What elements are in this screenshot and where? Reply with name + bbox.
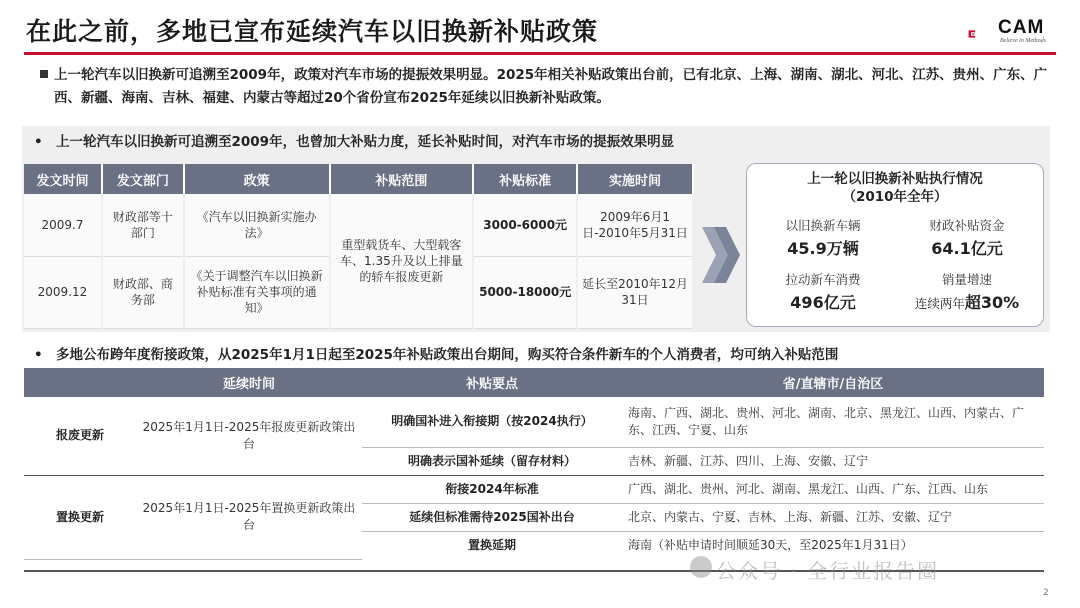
cell-date: 2009.7 <box>24 194 102 256</box>
cell-point: 延续但标准需待2025国补出台 <box>362 503 622 531</box>
cell-category: 置换更新 <box>24 475 136 559</box>
logo-tagline: Believe in Methods <box>1000 38 1046 44</box>
cell-regions: 吉林、新疆、江苏、四川、上海、安徽、辽宁 <box>622 447 1044 475</box>
cell-point: 明确国补进入衔接期（按2024执行） <box>362 397 622 447</box>
regional-policy-table <box>24 368 1044 560</box>
table-header-row <box>24 164 693 194</box>
cell-standard: 3000-6000元 <box>473 194 577 256</box>
watermark: 公众号 · 全行业报告圈 <box>716 559 940 583</box>
table-row <box>24 194 693 256</box>
stat-value: 45.9万辆 <box>787 239 859 258</box>
summary-box <box>746 163 1044 327</box>
col-header-scope: 补贴范围 <box>330 164 474 194</box>
cell-regions: 海南（补贴申请时间顺延30天，至2025年1月31日） <box>628 537 913 552</box>
page-number: 2 <box>1043 588 1049 598</box>
col-header-regions: 省/直辖市/自治区 <box>622 368 1044 397</box>
intro-text: 上一轮汽车以旧换新可追溯至2009年，政策对汽车市场的提振效果明显。2025年相关补贴政策出台前，已有北京、上海、湖南、湖北、河北、江苏、贵州、广东、广西、新疆、海南、吉林、福建、内蒙古等超过20个省份宣布2025年延续以旧换新补贴政策。 <box>54 67 1048 106</box>
cell-policy: 《关于调整汽车以旧换新补贴标准有关事项的通知》 <box>184 256 330 328</box>
col-header-period: 延续时间 <box>136 368 362 397</box>
col-header-period: 实施时间 <box>577 164 693 194</box>
title-rule <box>24 52 1056 55</box>
cell-point: 明确表示国补延续（留存材料） <box>362 447 622 475</box>
cell-scope: 重型载货车、大型载客车、1.35升及以上排量的轿车报废更新 <box>330 194 474 328</box>
cell-point: 置换延期 <box>467 537 516 552</box>
cell-point: 衔接2024年标准 <box>362 475 622 503</box>
stat-value-prefix: 连续两年 <box>914 296 965 311</box>
col-header-category <box>24 368 136 397</box>
cell-regions: 广西、湖北、贵州、河北、湖南、黑龙江、山西、广东、江西、山东 <box>622 475 1044 503</box>
col-header-policy: 政策 <box>184 164 330 194</box>
stat-label: 财政补贴资金 <box>929 218 1005 233</box>
col-header-point: 补贴要点 <box>362 368 622 397</box>
table-row <box>24 475 1044 503</box>
bullet-icon: • <box>34 347 43 363</box>
page-title: 在此之前，多地已宣布延续汽车以旧换新补贴政策 <box>26 17 599 46</box>
history-policy-table <box>24 164 694 329</box>
cell-period: 2025年1月1日-2025年报废更新政策出台 <box>136 397 362 475</box>
intro-paragraph <box>40 64 1064 110</box>
col-header-standard: 补贴标准 <box>473 164 577 194</box>
col-header-date: 发文时间 <box>24 164 102 194</box>
double-chevron-right-icon <box>700 225 742 285</box>
stat-value: 连续两年超30% <box>914 293 1020 312</box>
section1-heading: • 上一轮汽车以旧换新可追溯至2009年，也曾加大补贴力度，延长补贴时间，对汽车市场的提振效果明显 <box>34 134 675 150</box>
stat-label: 销量增速 <box>941 272 992 287</box>
stat-value: 496亿元 <box>790 293 856 312</box>
cell-category: 报废更新 <box>24 397 136 475</box>
wechat-icon <box>690 556 712 578</box>
bullet-icon: • <box>34 134 43 150</box>
cell-regions: 海南、广西、湖北、贵州、河北、湖南、北京、黑龙江、山西、内蒙古、广东、江西、宁夏、山东 <box>622 397 1044 447</box>
table-row <box>24 397 1044 447</box>
section2-heading: • 多地公布跨年度衔接政策，从2025年1月1日起至2025年补贴政策出台期间，购买符合条件新车的个人消费者，均可纳入补贴范围 <box>34 347 839 363</box>
cell-period: 延长至2010年12月31日 <box>577 256 693 328</box>
square-bullet-icon <box>40 70 48 78</box>
stat-label: 拉动新车消费 <box>785 272 861 287</box>
logo-text: CAM <box>998 17 1045 38</box>
cam-logo-icon <box>968 20 996 48</box>
cell-period: 2009年6月1日-2010年5月31日 <box>577 194 693 256</box>
cell-regions: 北京、内蒙古、宁夏、吉林、上海、新疆、江苏、安徽、辽宁 <box>622 503 1044 531</box>
stat-label: 以旧换新车辆 <box>785 218 861 233</box>
cell-date: 2009.12 <box>24 256 102 328</box>
table-header-row <box>24 368 1044 397</box>
cell-policy: 《汽车以旧换新实施办法》 <box>184 194 330 256</box>
stat-value: 64.1亿元 <box>931 239 1003 258</box>
cell-dept: 财政部、商务部 <box>102 256 184 328</box>
cell-dept: 财政部等十部门 <box>102 194 184 256</box>
cell-period: 2025年1月1日-2025年置换更新政策出台 <box>136 475 362 559</box>
col-header-dept: 发文部门 <box>102 164 184 194</box>
cell-standard: 5000-18000元 <box>473 256 577 328</box>
summary-title: 上一轮以旧换新补贴执行情况 （2010年全年） <box>807 171 983 205</box>
